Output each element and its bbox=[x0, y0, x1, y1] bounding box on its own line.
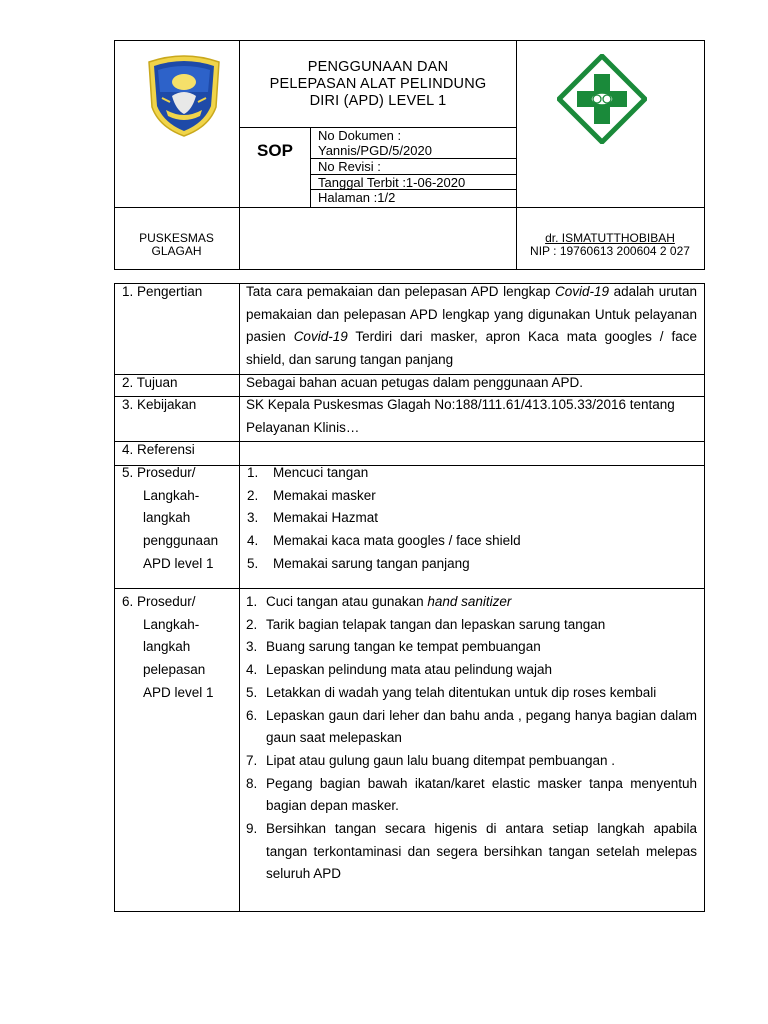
kebijakan-text: SK Kepala Puskesmas Glagah No:188/111.61/413.105.33/2016 tentang Pelayanan Klinis… bbox=[246, 397, 675, 435]
signer-name: dr. ISMATUTTHOBIBAH bbox=[545, 231, 675, 245]
steps-penggunaan-list bbox=[247, 462, 697, 576]
pengertian-run: Tata cara pemakaian dan pelepasan APD lengkap bbox=[246, 284, 555, 299]
step-number: 2. bbox=[246, 616, 258, 632]
organization-name: PUSKESMAS GLAGAH bbox=[139, 231, 214, 258]
tujuan-text: Sebagai bahan acuan petugas dalam penggunaan APD. bbox=[246, 375, 584, 390]
step-text: Mencuci tangan bbox=[273, 465, 369, 480]
step-number: 9. bbox=[246, 821, 258, 837]
sop-label: SOP bbox=[257, 141, 293, 160]
pengertian-run: Covid-19 bbox=[293, 329, 348, 345]
pengertian-run: Covid-19 bbox=[554, 284, 610, 299]
step-text: Tarik bagian telapak tangan dan lepaskan sarung tangan bbox=[266, 616, 606, 632]
step-text: Lepaskan pelindung mata atau pelindung wajah bbox=[266, 662, 552, 678]
step-number: 3. bbox=[247, 510, 259, 526]
step-text: Pegang bagian bawah ikatan/karet elastic masker tanpa menyentuh bagian depan masker. bbox=[266, 775, 697, 814]
step-text: Memakai Hazmat bbox=[273, 510, 379, 526]
procedure-step bbox=[246, 659, 697, 682]
step-text: Bersihkan tangan secara higenis di antara setiap langkah apabila tangan terkontaminasi dan segera bersihkan tangan setelah melepas seluruh APD bbox=[266, 821, 697, 882]
regional-emblem-logo bbox=[144, 52, 224, 138]
step-number: 4. bbox=[246, 662, 258, 678]
procedure-step bbox=[247, 462, 697, 485]
label-prosedur-penggunaan: 5. Prosedur/ Langkah- langkah penggunaan APD level 1 bbox=[122, 465, 219, 571]
step-number: 1. bbox=[247, 465, 259, 480]
doc-title-line-3: DIRI (APD) LEVEL 1 bbox=[309, 93, 447, 109]
step-number: 8. bbox=[246, 775, 258, 791]
step-number: 6. bbox=[246, 707, 258, 723]
step-text: Buang sarung tangan ke tempat pembuangan bbox=[266, 639, 541, 655]
label-referensi: 4. Referensi bbox=[122, 442, 195, 457]
step-text: Memakai sarung tangan panjang bbox=[273, 555, 470, 571]
step-text: Memakai masker bbox=[273, 487, 376, 503]
revision-number: No Revisi : bbox=[318, 159, 381, 174]
step-number: 5. bbox=[247, 555, 259, 571]
procedure-step bbox=[246, 750, 697, 773]
procedure-step bbox=[246, 614, 697, 637]
step-number: 2. bbox=[247, 487, 259, 503]
procedure-step bbox=[247, 485, 697, 508]
signer-nip: NIP : 19760613 200604 2 027 bbox=[530, 244, 690, 258]
procedure-step bbox=[247, 507, 697, 530]
doc-number-label: No Dokumen : bbox=[318, 128, 402, 143]
procedure-step bbox=[246, 705, 697, 750]
step-number: 3. bbox=[246, 639, 258, 655]
pengertian-run: adalah urutan pemakaian dan pelepasan APD lengkap yang digunakan Untuk pelayanan pasien bbox=[246, 284, 697, 345]
doc-title-line-2: PELEPASAN ALAT PELINDUNG bbox=[269, 76, 487, 92]
step-number: 5. bbox=[246, 684, 258, 700]
label-tujuan: 2. Tujuan bbox=[122, 375, 178, 390]
signature-block bbox=[516, 232, 704, 258]
label-pengertian: 1. Pengertian bbox=[122, 284, 203, 299]
procedure-step bbox=[246, 591, 697, 614]
pengertian-run: Terdiri dari masker, apron Kaca mata googles / face shield, dan sarung tangan panjang bbox=[246, 329, 697, 368]
procedure-step bbox=[246, 818, 697, 886]
step-number: 7. bbox=[246, 752, 258, 768]
doc-number-value: Yannis/PGD/5/2020 bbox=[318, 143, 432, 158]
doc-title-line-1: PENGGUNAAN DAN bbox=[307, 59, 449, 75]
step-text: Letakkan di wadah yang telah ditentukan untuk dip roses kembali bbox=[266, 684, 657, 700]
puskesmas-cross-logo bbox=[557, 54, 647, 144]
step-number: 1. bbox=[246, 594, 258, 609]
procedure-step bbox=[246, 636, 697, 659]
issue-date: Tanggal Terbit :1-06-2020 bbox=[318, 175, 466, 190]
step-text: Memakai kaca mata googles / face shield bbox=[273, 533, 521, 549]
procedure-step bbox=[246, 773, 697, 818]
step-text: Lepaskan gaun dari leher dan bahu anda , pegang hanya bagian dalam gaun saat melepaskan bbox=[266, 707, 697, 746]
step-text-italic: hand sanitizer bbox=[427, 594, 512, 609]
procedure-step bbox=[247, 553, 697, 576]
label-kebijakan: 3. Kebijakan bbox=[122, 397, 197, 412]
page-number: Halaman :1/2 bbox=[318, 190, 396, 205]
procedure-step bbox=[247, 530, 697, 553]
step-number: 4. bbox=[247, 533, 259, 549]
procedure-step bbox=[246, 682, 697, 705]
step-text: Cuci tangan atau gunakan bbox=[266, 594, 428, 609]
pengertian-text bbox=[246, 281, 697, 372]
step-text: Lipat atau gulung gaun lalu buang ditempat pembuangan . bbox=[266, 752, 616, 768]
label-prosedur-pelepasan: 6. Prosedur/ Langkah- langkah pelepasan APD level 1 bbox=[122, 594, 214, 700]
steps-pelepasan-list bbox=[246, 591, 697, 886]
